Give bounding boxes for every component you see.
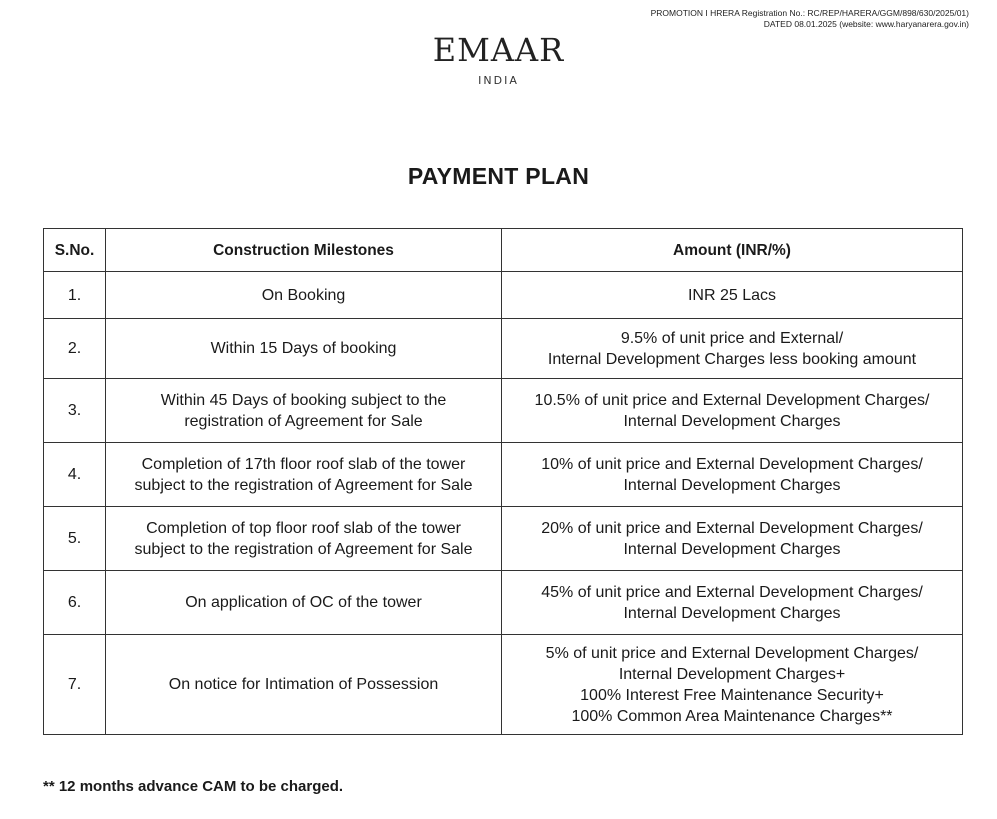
cell-sno: 7. — [44, 635, 106, 735]
amount-line: 45% of unit price and External Development Charges/ — [541, 583, 923, 601]
milestone-line: Within 15 Days of booking — [210, 340, 397, 357]
milestone-line: Completion of 17th floor roof slab of the tower — [141, 455, 466, 473]
table-body — [44, 272, 963, 735]
amount-line: 9.5% of unit price and External/ — [620, 329, 844, 347]
milestone-line: subject to the registration of Agreement for Sale — [134, 476, 473, 494]
amount-line: 5% of unit price and External Development Charges/ — [545, 644, 919, 662]
cell-milestone — [106, 571, 502, 635]
milestone-line: Completion of top floor roof slab of the tower — [146, 519, 461, 537]
milestone-line: subject to the registration of Agreement for Sale — [134, 540, 473, 558]
table-row — [44, 319, 963, 379]
amount-line: INR 25 Lacs — [687, 286, 777, 304]
cell-milestone — [106, 272, 502, 319]
table-row — [44, 571, 963, 635]
page-title: PAYMENT PLAN — [407, 163, 590, 189]
cell-amount — [502, 635, 963, 735]
milestone-line: On application of OC of the tower — [185, 594, 422, 611]
cell-sno: 4. — [44, 443, 106, 507]
amount-line: 100% Common Area Maintenance Charges** — [571, 707, 893, 725]
header-milestones: Construction Milestones — [106, 229, 502, 272]
cell-milestone — [106, 379, 502, 443]
cell-sno: 1. — [44, 272, 106, 319]
header-amount: Amount (INR/%) — [502, 229, 963, 272]
amount-line: Internal Development Charges+ — [618, 665, 846, 683]
amount-line: 10.5% of unit price and External Development Charges/ — [534, 391, 930, 409]
amount-line: 10% of unit price and External Development Charges/ — [541, 455, 923, 473]
table-row — [44, 507, 963, 571]
promotion-registration-note — [651, 8, 969, 30]
cell-amount — [502, 571, 963, 635]
cell-milestone — [106, 443, 502, 507]
amount-line: Internal Development Charges — [623, 476, 841, 494]
promotion-line-1: PROMOTION I HRERA Registration No.: RC/REP/HARERA/GGM/898/630/2025/01) — [650, 8, 969, 18]
cell-amount — [502, 272, 963, 319]
cell-amount — [502, 319, 963, 379]
milestone-line: registration of Agreement for Sale — [184, 412, 423, 430]
amount-line: Internal Development Charges — [623, 412, 841, 430]
cell-amount — [502, 379, 963, 443]
brand-logo — [0, 32, 997, 87]
amount-line: 20% of unit price and External Development Charges/ — [541, 519, 923, 537]
table-row — [44, 272, 963, 319]
cell-sno: 6. — [44, 571, 106, 635]
payment-plan-table — [43, 228, 963, 735]
cell-milestone — [106, 507, 502, 571]
cell-sno: 5. — [44, 507, 106, 571]
promotion-line-2: DATED 08.01.2025 (website: www.haryanarera.gov.in) — [763, 19, 969, 29]
cell-sno: 3. — [44, 379, 106, 443]
brand-name: EMAAR — [432, 31, 565, 69]
milestone-line: On Booking — [261, 286, 346, 304]
cell-amount — [502, 443, 963, 507]
cell-milestone — [106, 319, 502, 379]
amount-line: Internal Development Charges — [623, 540, 841, 558]
amount-line: Internal Development Charges less booking amount — [547, 350, 917, 368]
amount-line: 100% Interest Free Maintenance Security+ — [580, 686, 884, 704]
brand-subtitle: INDIA — [478, 74, 519, 87]
cell-sno: 2. — [44, 319, 106, 379]
table-row — [44, 635, 963, 735]
footnote: ** 12 months advance CAM to be charged. — [43, 778, 344, 795]
milestone-line: Within 45 Days of booking subject to the — [160, 391, 447, 409]
table-row — [44, 379, 963, 443]
milestone-line: On notice for Intimation of Possession — [168, 676, 439, 693]
amount-line: Internal Development Charges — [623, 604, 841, 622]
cell-amount — [502, 507, 963, 571]
table-row — [44, 443, 963, 507]
cell-milestone — [106, 635, 502, 735]
header-sno: S.No. — [44, 229, 106, 272]
table-header-row — [44, 229, 963, 272]
